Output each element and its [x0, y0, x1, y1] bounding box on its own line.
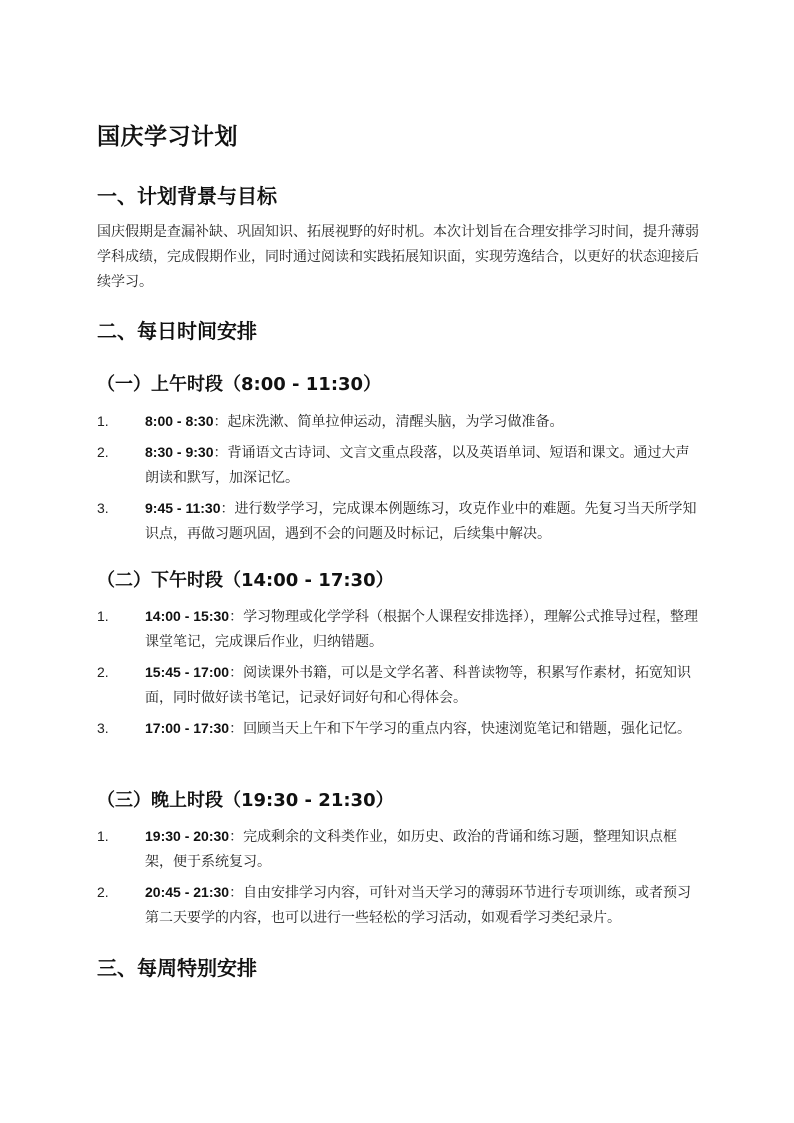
separator: ： — [229, 829, 244, 845]
time-range: 15:45 - 17:00 — [145, 664, 230, 680]
list-number: 3. — [97, 720, 109, 736]
time-range: 8:30 - 9:30 — [145, 444, 214, 460]
document-title: 国庆学习计划 — [97, 124, 238, 150]
afternoon-list — [97, 604, 703, 742]
list-item — [97, 409, 703, 435]
list-number: 2. — [97, 664, 109, 680]
separator: ： — [229, 885, 244, 901]
item-text: 起床洗漱、简单拉伸运动，清醒头脑，为学习做准备。 — [227, 414, 564, 430]
list-item — [97, 824, 703, 875]
list-number: 2. — [97, 884, 109, 900]
separator: ： — [229, 721, 244, 737]
time-range: 8:00 - 8:30 — [145, 413, 214, 429]
section-heading-weekly: 三、每周特别安排 — [97, 956, 257, 980]
time-range: 9:45 - 11:30 — [145, 500, 221, 516]
item-text: 阅读课外书籍，可以是文学名著、科普读物等，积累写作素材，拓宽知识面，同时做好读书笔记，记录好词好句和心得体会。 — [145, 665, 692, 706]
list-item — [97, 880, 703, 931]
item-text: 自由安排学习内容，可针对当天学习的薄弱环节进行专项训练，或者预习第二天要学的内容，也可以进行一些轻松的学习活动，如观看学习类纪录片。 — [145, 885, 692, 926]
list-item — [97, 496, 703, 547]
subsection-heading-evening: （三）晚上时段（19:30 - 21:30） — [97, 790, 394, 811]
time-range: 20:45 - 21:30 — [145, 884, 230, 900]
list-item — [97, 604, 703, 655]
item-text: 学习物理或化学学科（根据个人课程安排选择），理解公式推导过程，整理课堂笔记，完成课后作业，归纳错题。 — [145, 609, 699, 650]
section-heading-background: 一、计划背景与目标 — [97, 184, 277, 208]
separator: ： — [213, 445, 228, 461]
separator: ： — [220, 501, 235, 517]
item-text: 完成剩余的文科类作业，如历史、政治的背诵和练习题，整理知识点框架，便于系统复习。 — [145, 829, 678, 870]
separator: ： — [229, 609, 244, 625]
list-number: 2. — [97, 444, 109, 460]
morning-list — [97, 409, 703, 547]
list-item — [97, 716, 703, 742]
subsection-heading-afternoon: （二）下午时段（14:00 - 17:30） — [97, 570, 394, 591]
list-number: 1. — [97, 413, 109, 429]
evening-list — [97, 824, 703, 931]
list-number: 1. — [97, 608, 109, 624]
list-item — [97, 660, 703, 711]
item-text: 进行数学学习，完成课本例题练习，攻克作业中的难题。先复习当天所学知识点，再做习题巩固，遇到不会的问题及时标记，后续集中解决。 — [145, 501, 697, 542]
separator: ： — [229, 665, 244, 681]
item-text: 背诵语文古诗词、文言文重点段落，以及英语单词、短语和课文。通过大声朗读和默写，加深记忆。 — [145, 445, 690, 486]
list-item — [97, 440, 703, 491]
list-number: 1. — [97, 828, 109, 844]
list-number: 3. — [97, 500, 109, 516]
section-heading-daily-schedule: 二、每日时间安排 — [97, 319, 257, 343]
subsection-heading-morning: （一）上午时段（8:00 - 11:30） — [97, 374, 382, 395]
background-paragraph: 国庆假期是查漏补缺、巩固知识、拓展视野的好时机。本次计划旨在合理安排学习时间，提升薄弱学科成绩，完成假期作业，同时通过阅读和实践拓展知识面，实现劳逸结合，以更好的状态迎接后续学习。 — [97, 224, 699, 290]
item-text: 回顾当天上午和下午学习的重点内容，快速浏览笔记和错题，强化记忆。 — [243, 721, 692, 737]
separator: ： — [213, 414, 228, 430]
time-range: 19:30 - 20:30 — [145, 828, 230, 844]
time-range: 14:00 - 15:30 — [145, 608, 230, 624]
time-range: 17:00 - 17:30 — [145, 720, 230, 736]
